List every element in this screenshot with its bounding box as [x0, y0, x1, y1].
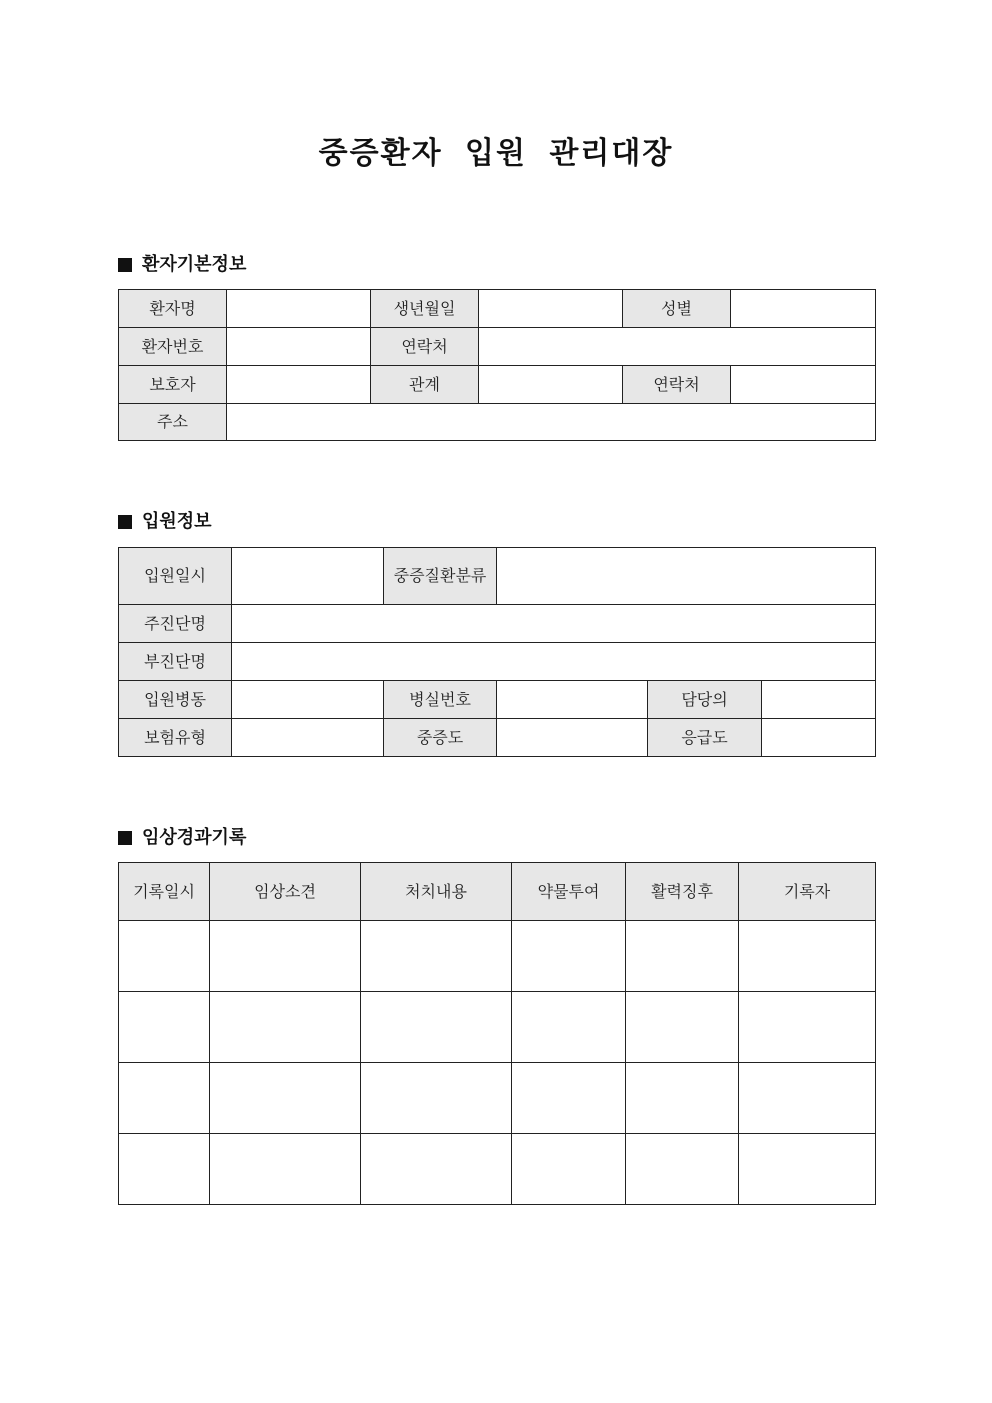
attending-doctor-field[interactable] [762, 681, 876, 719]
table-cell[interactable] [512, 1134, 626, 1205]
table-cell[interactable] [361, 1134, 512, 1205]
room-number-field[interactable] [497, 681, 648, 719]
table-row [119, 548, 876, 605]
table-row [119, 328, 876, 366]
table-cell[interactable] [119, 921, 210, 992]
guardian-contact-field[interactable] [731, 366, 876, 404]
table-cell[interactable] [210, 1134, 361, 1205]
section-heading-clinical-record [118, 826, 246, 850]
table-cell[interactable] [512, 992, 626, 1063]
emergency-level-field[interactable] [762, 719, 876, 757]
table-cell[interactable] [739, 921, 876, 992]
square-bullet-icon [118, 515, 132, 529]
table-cell[interactable] [626, 992, 739, 1063]
column-header-recorder: 기록자 [739, 863, 876, 921]
label-patient-name: 환자명 [119, 290, 227, 328]
page-title: 중증환자 입원 관리대장 [318, 136, 674, 171]
ward-field[interactable] [232, 681, 384, 719]
table-row [119, 290, 876, 328]
table-cell[interactable] [626, 1063, 739, 1134]
table-cell[interactable] [119, 1063, 210, 1134]
table-cell[interactable] [361, 1063, 512, 1134]
table-header-row [119, 863, 876, 921]
table-cell[interactable] [739, 1134, 876, 1205]
section-heading-label: 임상경과기록 [142, 827, 247, 848]
admission-info-table [118, 547, 876, 757]
label-contact: 연락처 [371, 328, 479, 366]
table-cell[interactable] [210, 921, 361, 992]
label-sex: 성별 [623, 290, 731, 328]
table-row [119, 921, 876, 992]
clinical-record-table [118, 862, 876, 1205]
column-header-medication: 약물투여 [512, 863, 626, 921]
patient-name-field[interactable] [227, 290, 371, 328]
table-cell[interactable] [739, 1063, 876, 1134]
table-cell[interactable] [361, 992, 512, 1063]
table-cell[interactable] [210, 1063, 361, 1134]
table-cell[interactable] [361, 921, 512, 992]
table-cell[interactable] [739, 992, 876, 1063]
table-row [119, 681, 876, 719]
insurance-type-field[interactable] [232, 719, 384, 757]
table-row [119, 605, 876, 643]
label-severe-disease-class: 중증질환분류 [384, 548, 497, 605]
section-heading-label: 환자기본정보 [142, 254, 247, 275]
section-heading-admission-info [118, 510, 212, 534]
severe-disease-class-field[interactable] [497, 548, 876, 605]
label-relation: 관계 [371, 366, 479, 404]
sub-diagnosis-field[interactable] [232, 643, 876, 681]
table-cell[interactable] [119, 992, 210, 1063]
relation-field[interactable] [479, 366, 623, 404]
section-heading-label: 입원정보 [142, 511, 212, 532]
table-row [119, 1063, 876, 1134]
label-room-number: 병실번호 [384, 681, 497, 719]
table-row [119, 643, 876, 681]
address-field[interactable] [227, 404, 876, 441]
square-bullet-icon [118, 831, 132, 845]
admit-datetime-field[interactable] [232, 548, 384, 605]
square-bullet-icon [118, 258, 132, 272]
patient-info-table [118, 289, 876, 441]
label-severity: 중증도 [384, 719, 497, 757]
table-row [119, 404, 876, 441]
label-attending-doctor: 담당의 [648, 681, 762, 719]
label-admit-datetime: 입원일시 [119, 548, 232, 605]
label-main-diagnosis: 주진단명 [119, 605, 232, 643]
label-patient-number: 환자번호 [119, 328, 227, 366]
label-sub-diagnosis: 부진단명 [119, 643, 232, 681]
table-cell[interactable] [210, 992, 361, 1063]
guardian-field[interactable] [227, 366, 371, 404]
label-ward: 입원병동 [119, 681, 232, 719]
label-emergency-level: 응급도 [648, 719, 762, 757]
label-address: 주소 [119, 404, 227, 441]
column-header-record-datetime: 기록일시 [119, 863, 210, 921]
table-row [119, 719, 876, 757]
table-cell[interactable] [119, 1134, 210, 1205]
table-cell[interactable] [626, 1134, 739, 1205]
table-cell[interactable] [512, 1063, 626, 1134]
label-guardian: 보호자 [119, 366, 227, 404]
table-row [119, 1134, 876, 1205]
severity-field[interactable] [497, 719, 648, 757]
column-header-vital-signs: 활력징후 [626, 863, 739, 921]
column-header-treatment: 처치내용 [361, 863, 512, 921]
table-cell[interactable] [512, 921, 626, 992]
column-header-clinical-findings: 임상소견 [210, 863, 361, 921]
label-guardian-contact: 연락처 [623, 366, 731, 404]
birth-date-field[interactable] [479, 290, 623, 328]
table-cell[interactable] [626, 921, 739, 992]
table-row [119, 366, 876, 404]
label-insurance-type: 보험유형 [119, 719, 232, 757]
section-heading-patient-info [118, 253, 246, 277]
label-birth-date: 생년월일 [371, 290, 479, 328]
contact-field[interactable] [479, 328, 876, 366]
table-row [119, 992, 876, 1063]
sex-field[interactable] [731, 290, 876, 328]
main-diagnosis-field[interactable] [232, 605, 876, 643]
patient-number-field[interactable] [227, 328, 371, 366]
